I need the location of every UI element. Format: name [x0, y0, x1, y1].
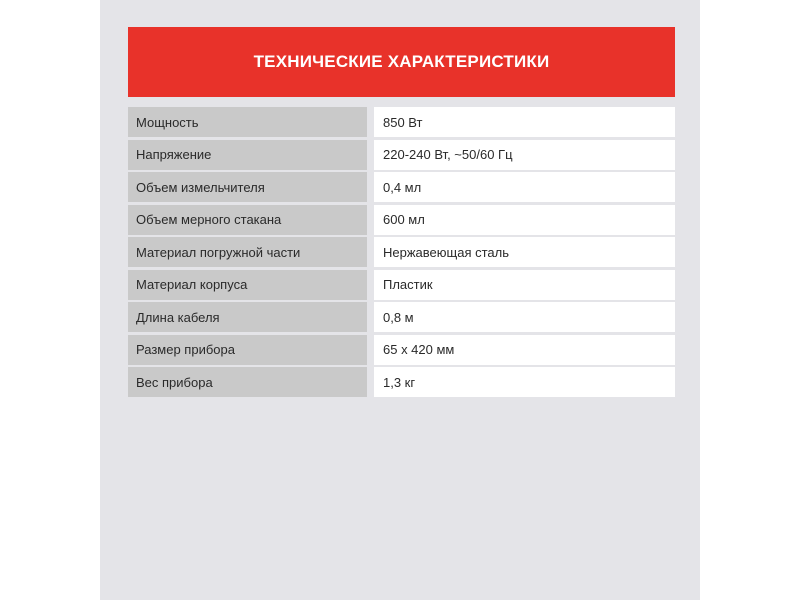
spec-row: [128, 367, 675, 397]
spec-label: Объем измельчителя: [128, 172, 367, 202]
spec-value: Пластик: [374, 270, 675, 300]
spec-value: 1,3 кг: [374, 367, 675, 397]
spec-value: Нержавеющая сталь: [374, 237, 675, 267]
spec-row: [128, 107, 675, 137]
spec-row: [128, 205, 675, 235]
spec-header-title: ТЕХНИЧЕСКИЕ ХАРАКТЕРИСТИКИ: [253, 52, 550, 71]
spec-row: [128, 270, 675, 300]
spec-value: 220-240 Вт, ~50/60 Гц: [374, 140, 675, 170]
spec-value: 850 Вт: [374, 107, 675, 137]
spec-row: [128, 302, 675, 332]
spec-table: [128, 107, 675, 400]
spec-label: Материал погружной части: [128, 237, 367, 267]
spec-label: Мощность: [128, 107, 367, 137]
spec-sheet: [100, 0, 700, 600]
spec-header-banner: [128, 27, 675, 97]
spec-label: Объем мерного стакана: [128, 205, 367, 235]
spec-label: Размер прибора: [128, 335, 367, 365]
spec-value: 65 x 420 мм: [374, 335, 675, 365]
spec-value: 0,4 мл: [374, 172, 675, 202]
spec-label: Материал корпуса: [128, 270, 367, 300]
spec-row: [128, 237, 675, 267]
spec-value: 600 мл: [374, 205, 675, 235]
spec-row: [128, 335, 675, 365]
spec-label: Длина кабеля: [128, 302, 367, 332]
spec-label: Вес прибора: [128, 367, 367, 397]
spec-row: [128, 140, 675, 170]
spec-row: [128, 172, 675, 202]
spec-label: Напряжение: [128, 140, 367, 170]
spec-value: 0,8 м: [374, 302, 675, 332]
